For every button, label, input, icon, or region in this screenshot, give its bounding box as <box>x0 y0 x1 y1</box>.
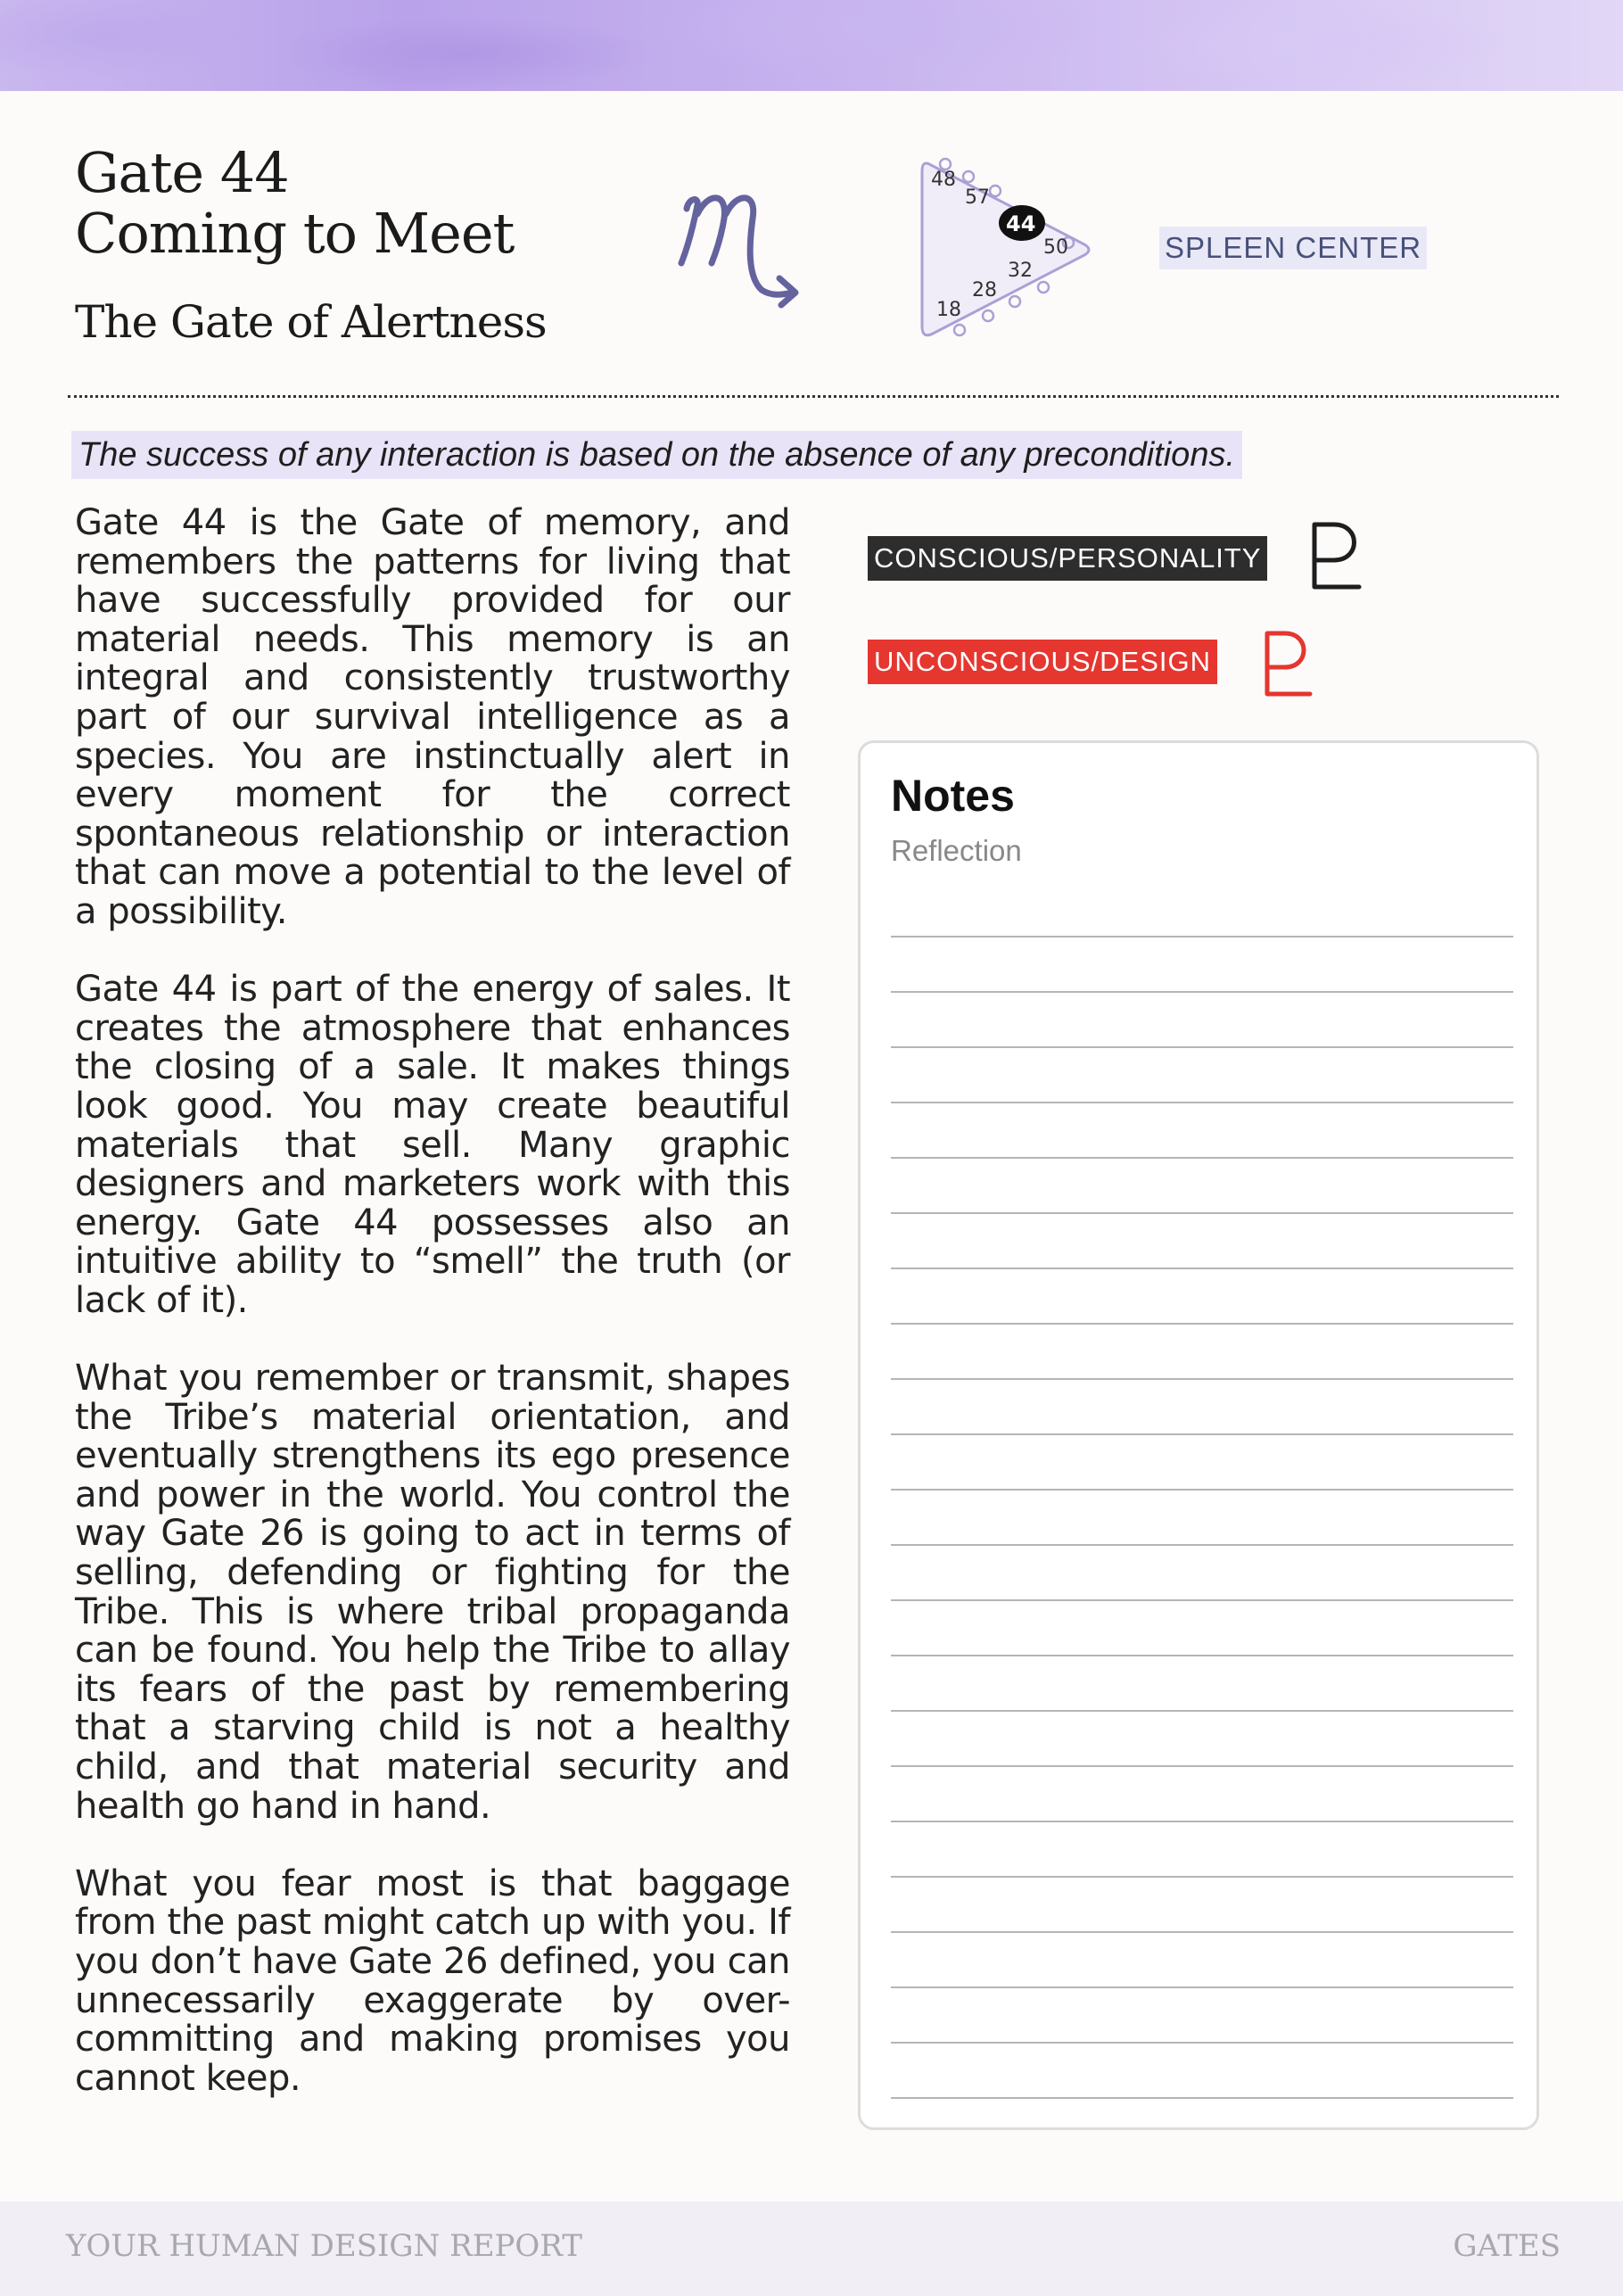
note-line[interactable] <box>891 1876 1513 1878</box>
gate-name-title: Coming to Meet <box>75 201 515 266</box>
note-line[interactable] <box>891 1157 1513 1159</box>
page-footer <box>0 2201 1623 2296</box>
note-line[interactable] <box>891 1544 1513 1546</box>
gate-28-label: 28 <box>972 279 997 301</box>
gate-57-label: 57 <box>965 186 990 209</box>
gate-32-label: 32 <box>1008 260 1033 282</box>
note-line[interactable] <box>891 2042 1513 2044</box>
gate-quote: The success of any interaction is based on the absence of any preconditions. <box>71 431 1242 479</box>
page-title-block <box>75 140 547 348</box>
note-line[interactable] <box>891 1986 1513 1988</box>
note-line[interactable] <box>891 991 1513 993</box>
note-line[interactable] <box>891 1433 1513 1435</box>
description-paragraph-3: What you remember or transmit, shapes the Tribe’s material orientation, and eventually strengthens its ego presence and power in the world. You control the way Gate 26 is going to act in terms of selling, defending or fighting for the Tribe. This is where tribal propaganda can be found. You help the Tribe to allay its fears of the past by remembering that a starving child is not a healthy child, and that material security and health go hand in hand. <box>75 1358 790 1827</box>
notes-panel[interactable] <box>858 740 1539 2130</box>
gate-48-label: 48 <box>931 169 956 191</box>
watercolor-banner <box>0 0 1623 91</box>
gate-44-label: 44 <box>1006 211 1036 236</box>
note-line[interactable] <box>891 1931 1513 1933</box>
description-paragraph-4: What you fear most is that baggage from the past might catch up with you. If you don’t have Gate 26 defined, you can unnecessarily exaggerate by over-committing and making promises you cannot keep. <box>75 1862 790 2099</box>
note-line[interactable] <box>891 1489 1513 1491</box>
note-line[interactable] <box>891 1655 1513 1656</box>
note-line[interactable] <box>891 1765 1513 1767</box>
gate-18-label: 18 <box>936 299 961 321</box>
note-line[interactable] <box>891 1212 1513 1214</box>
center-badge: SPLEEN CENTER <box>1159 227 1427 269</box>
note-line[interactable] <box>891 1102 1513 1103</box>
scorpio-icon <box>672 178 806 321</box>
note-line[interactable] <box>891 1268 1513 1269</box>
conscious-personality-label: CONSCIOUS/PERSONALITY <box>868 536 1267 581</box>
note-line[interactable] <box>891 1599 1513 1601</box>
note-line[interactable] <box>891 1821 1513 1822</box>
note-line[interactable] <box>891 2097 1513 2099</box>
note-line[interactable] <box>891 1378 1513 1380</box>
note-line[interactable] <box>891 1046 1513 1048</box>
pluto-icon <box>1260 630 1314 699</box>
gate-50-label: 50 <box>1043 236 1068 259</box>
note-line[interactable] <box>891 936 1513 937</box>
gate-number-title: Gate 44 <box>75 140 289 205</box>
dotted-divider <box>68 395 1559 398</box>
spleen-center-diagram <box>910 152 1106 348</box>
description-paragraph-2: Gate 44 is part of the energy of sales. It creates the atmosphere that enhances the closing of a sale. It makes things look good. You may create beautiful materials that sell. Many graphic designers and marketers work with this energy. Gate 44 possesses also an intuitive ability to “smell” the truth (or lack of it). <box>75 969 790 1321</box>
gate-description <box>75 504 790 2137</box>
gate-subtitle: The Gate of Alertness <box>75 296 547 348</box>
footer-section-name: GATES <box>1453 2228 1561 2264</box>
description-paragraph-1: Gate 44 is the Gate of memory, and remembers the patterns for living that have successfully provided for our material needs. This memory is an integral and consistently trustworthy part of our survival intelligence as a species. You are instinctually alert in every moment for the correct spontaneous relationship or interaction that can move a potential to the level of a possibility. <box>75 502 790 932</box>
note-line[interactable] <box>891 1323 1513 1325</box>
notes-title: Notes <box>891 771 1015 821</box>
footer-report-title: YOUR HUMAN DESIGN REPORT <box>66 2228 582 2264</box>
notes-subtitle: Reflection <box>891 834 1022 867</box>
pluto-icon <box>1307 521 1364 592</box>
note-line[interactable] <box>891 1710 1513 1712</box>
unconscious-design-label: UNCONSCIOUS/DESIGN <box>868 640 1217 684</box>
